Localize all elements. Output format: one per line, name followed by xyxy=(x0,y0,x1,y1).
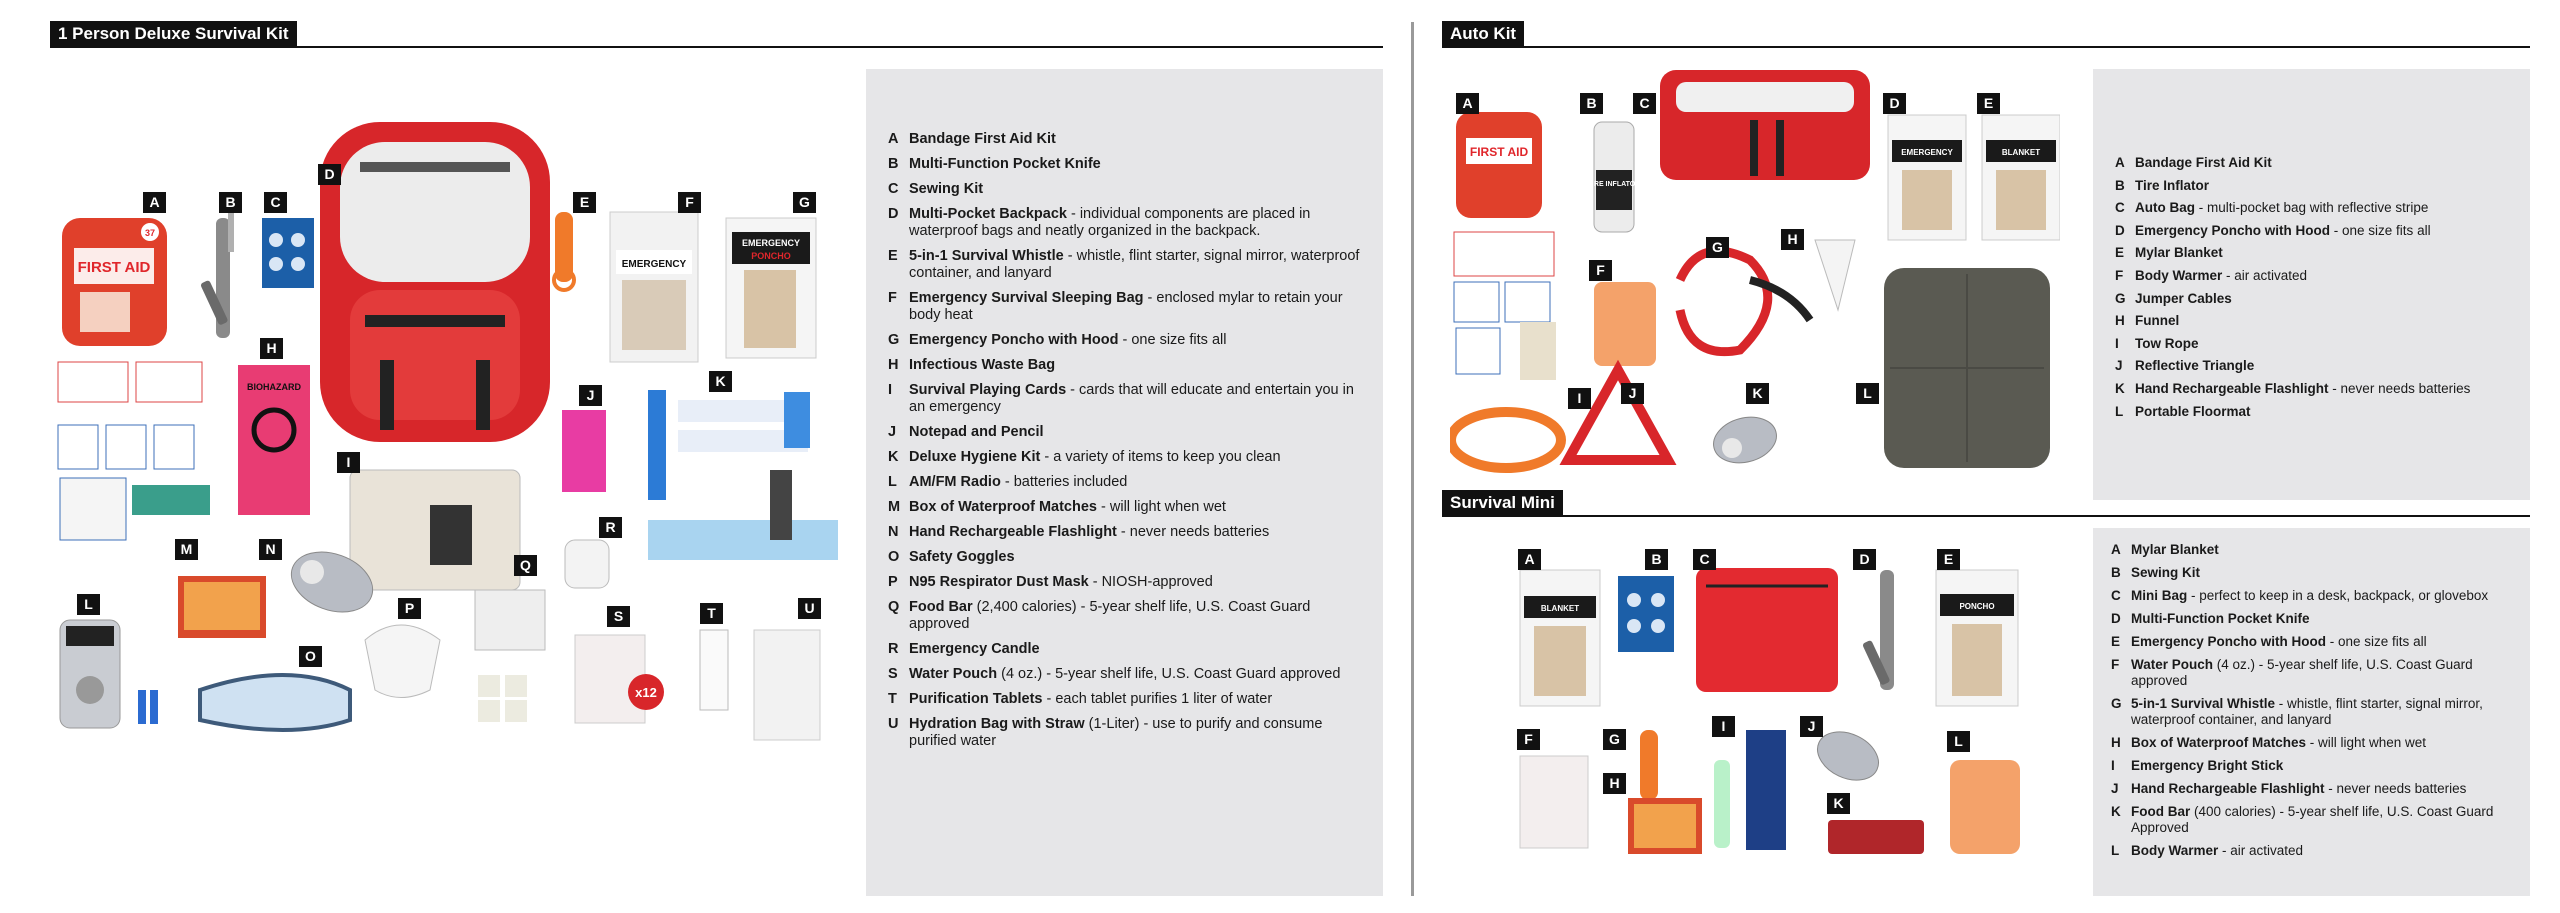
list-item: I Emergency Bright Stick xyxy=(2111,758,2284,773)
svg-text:TIRE INFLATOR: TIRE INFLATOR xyxy=(1587,181,1641,188)
auto-label-f: F xyxy=(1589,260,1612,281)
hygiene-kit-image xyxy=(648,390,838,560)
bandages-image xyxy=(58,362,210,540)
list-item: R Emergency Candle xyxy=(888,641,1040,657)
list-item: K Food Bar (400 calories) - 5-year shelf life, U.S. Coast Guard Approved xyxy=(2111,804,2494,835)
deluxe-label-k: K xyxy=(709,371,732,392)
list-item: D Multi-Function Pocket Knife xyxy=(2111,611,2310,626)
list-item: N Hand Rechargeable Flashlight - never needs batteries xyxy=(888,524,1270,540)
matches-image xyxy=(178,576,266,638)
bright-stick-image xyxy=(1714,760,1730,848)
poncho-image xyxy=(726,218,816,358)
food-bar-image xyxy=(475,590,545,722)
list-item: G Emergency Poncho with Hood - one size fits all xyxy=(888,332,1227,348)
list-item: E Mylar Blanket xyxy=(2115,245,2223,261)
deluxe-label-l: L xyxy=(77,594,100,615)
auto-label-k: K xyxy=(1746,383,1769,404)
mini-label-j: J xyxy=(1800,716,1823,737)
list-item: L Body Warmer - air activated xyxy=(2111,843,2304,858)
list-item: O Safety Goggles xyxy=(888,549,1015,565)
mylar-blanket-image xyxy=(1520,570,1600,706)
auto-label-e: E xyxy=(1977,93,2000,114)
list-item: E Emergency Poncho with Hood - one size fits all xyxy=(2111,634,2427,649)
svg-text:EMERGENCY: EMERGENCY xyxy=(741,238,801,248)
list-item: M Box of Waterproof Matches - will light when wet xyxy=(888,499,1226,515)
first-aid-kit-image xyxy=(1456,112,1542,218)
water-pouch-image xyxy=(575,635,664,723)
deluxe-label-a: A xyxy=(143,192,166,213)
list-item: C Mini Bag - perfect to keep in a desk, backpack, or glovebox xyxy=(2111,588,2489,603)
svg-text:EMERGENCY: EMERGENCY xyxy=(1901,148,1953,157)
deluxe-label-j: J xyxy=(579,385,602,406)
pocket-knife-image xyxy=(1862,570,1894,690)
whistle-image xyxy=(1640,730,1658,800)
list-item: B Sewing Kit xyxy=(2111,565,2201,580)
deluxe-label-n: N xyxy=(259,539,282,560)
deluxe-items-panel xyxy=(866,69,1383,896)
deluxe-label-r: R xyxy=(599,517,622,538)
list-item: K Deluxe Hygiene Kit - a variety of items to keep you clean xyxy=(888,449,1281,465)
auto-bag-image xyxy=(1660,70,1870,180)
list-item: K Hand Rechargeable Flashlight - never needs batteries xyxy=(2115,380,2471,396)
list-item: I Survival Playing Cards - cards that will educate and entertain you in an emergency xyxy=(888,382,1354,415)
hydration-bag-image xyxy=(754,630,820,740)
deluxe-label-h: H xyxy=(260,338,283,359)
list-item: H Box of Waterproof Matches - will light when wet xyxy=(2111,735,2427,750)
auto-kit-illustration xyxy=(1450,60,2060,490)
list-item: A Bandage First Aid Kit xyxy=(2115,155,2272,170)
list-item: C Sewing Kit xyxy=(888,181,984,197)
column-divider xyxy=(1411,22,1414,896)
auto-items-panel xyxy=(2093,69,2530,500)
svg-text:BIOHAZARD: BIOHAZARD xyxy=(247,382,301,392)
deluxe-label-m: M xyxy=(175,539,198,560)
list-item: G Jumper Cables xyxy=(2115,290,2232,306)
deluxe-label-u: U xyxy=(798,598,821,619)
list-item: G 5-in-1 Survival Whistle - whistle, flint starter, signal mirror, waterproof container, and lanyard xyxy=(2111,696,2483,727)
floormat-image xyxy=(1884,268,2050,468)
mini-bag-image xyxy=(1696,568,1838,692)
bandages-image xyxy=(1454,232,1556,380)
list-item: F Water Pouch (4 oz.) - 5-year shelf life, U.S. Coast Guard approved xyxy=(2111,657,2473,688)
list-item: L AM/FM Radio - batteries included xyxy=(888,474,1128,490)
list-item: A Bandage First Aid Kit xyxy=(888,131,1056,147)
list-item: B Multi-Function Pocket Knife xyxy=(888,156,1101,172)
first-aid-kit-image xyxy=(62,218,167,346)
deluxe-label-e: E xyxy=(573,192,596,213)
deluxe-kit-photo xyxy=(50,100,840,760)
deluxe-label-t: T xyxy=(700,603,723,624)
radio-image xyxy=(60,620,158,728)
auto-label-h: H xyxy=(1781,229,1804,250)
title-rule-auto xyxy=(1442,46,2530,48)
list-item: T Purification Tablets - each tablet purifies 1 liter of water xyxy=(888,691,1273,707)
deluxe-items-list xyxy=(888,131,1361,750)
matches-image xyxy=(1628,798,1702,854)
jumper-cables-image xyxy=(1680,251,1810,352)
deluxe-label-b: B xyxy=(219,192,242,213)
mini-label-k: K xyxy=(1827,793,1850,814)
deluxe-label-p: P xyxy=(398,598,421,619)
mini-label-f: F xyxy=(1517,729,1540,750)
sewing-kit-image xyxy=(1618,576,1674,652)
deluxe-label-c: C xyxy=(264,192,287,213)
mini-label-g: G xyxy=(1603,729,1626,750)
candle-image xyxy=(565,540,609,588)
pocket-knife-image xyxy=(200,212,234,338)
notepad-image xyxy=(562,410,606,492)
playing-cards-image xyxy=(350,470,520,590)
deluxe-label-i: I xyxy=(337,452,360,473)
title-rule-mini xyxy=(1442,515,2530,517)
auto-label-c: C xyxy=(1633,93,1656,114)
list-item: C Auto Bag - multi-pocket bag with reflective stripe xyxy=(2115,200,2429,216)
purification-tablets-image xyxy=(700,630,728,710)
list-item: H Funnel xyxy=(2115,313,2180,329)
funnel-image xyxy=(1815,240,1855,310)
svg-text:EMERGENCY: EMERGENCY xyxy=(621,259,687,270)
poncho-image xyxy=(1888,115,1966,240)
mini-label-d: D xyxy=(1853,549,1876,570)
biohazard-bag-image xyxy=(238,365,310,515)
svg-text:FIRST AID: FIRST AID xyxy=(77,259,151,276)
poncho-image xyxy=(1936,570,2018,706)
svg-text:BLANKET: BLANKET xyxy=(1540,604,1580,613)
auto-kit-photo xyxy=(1450,60,2060,490)
mini-kit-illustration xyxy=(1500,540,2050,870)
backpack-image xyxy=(320,122,550,442)
sewing-kit-image xyxy=(262,218,314,288)
auto-label-a: A xyxy=(1456,93,1479,114)
section-title-mini: Survival Mini xyxy=(1442,490,1563,516)
list-item: J Hand Rechargeable Flashlight - never needs batteries xyxy=(2111,781,2467,796)
body-warmer-image xyxy=(1950,760,2020,854)
list-item: D Multi-Pocket Backpack - individual components are placed in waterproof bags and neatly organized in the backpack. xyxy=(888,206,1311,239)
list-item: B Tire Inflator xyxy=(2115,177,2210,193)
auto-label-j: J xyxy=(1621,383,1644,404)
auto-label-l: L xyxy=(1856,383,1879,404)
list-item: S Water Pouch (4 oz.) - 5-year shelf life, U.S. Coast Guard approved xyxy=(888,666,1341,682)
list-item: F Body Warmer - air activated xyxy=(2115,267,2308,283)
list-item: I Tow Rope xyxy=(2115,335,2199,351)
deluxe-label-s: S xyxy=(607,606,630,627)
auto-label-b: B xyxy=(1580,93,1603,114)
deluxe-label-q: Q xyxy=(514,555,537,576)
mini-label-a: A xyxy=(1518,549,1541,570)
title-rule-deluxe xyxy=(50,46,1383,48)
deluxe-label-g: G xyxy=(793,192,816,213)
tire-inflator-image xyxy=(1588,122,1641,232)
section-title-deluxe: 1 Person Deluxe Survival Kit xyxy=(50,21,297,47)
list-item: U Hydration Bag with Straw (1-Liter) - use to purify and consume purified water xyxy=(888,716,1323,749)
goggles-image xyxy=(200,675,350,730)
mini-label-i: I xyxy=(1712,716,1735,737)
deluxe-label-o: O xyxy=(299,646,322,667)
svg-text:x12: x12 xyxy=(635,685,657,700)
auto-label-i: I xyxy=(1568,388,1591,409)
list-item: L Portable Floormat xyxy=(2115,403,2251,419)
mini-items-panel xyxy=(2093,528,2530,896)
list-item: H Infectious Waste Bag xyxy=(888,357,1056,373)
body-warmer-image xyxy=(1594,282,1656,366)
list-item: F Emergency Survival Sleeping Bag - enclosed mylar to retain your body heat xyxy=(888,290,1343,323)
food-bar-image xyxy=(1828,820,1924,854)
svg-text:37: 37 xyxy=(144,228,156,238)
mylar-blanket-image xyxy=(1982,115,2060,240)
list-item: P N95 Respirator Dust Mask - NIOSH-approved xyxy=(888,574,1213,590)
deluxe-kit-illustration xyxy=(50,100,840,760)
list-item: A Mylar Blanket xyxy=(2111,542,2219,557)
list-item: D Emergency Poncho with Hood - one size fits all xyxy=(2115,222,2431,238)
svg-text:PONCHO: PONCHO xyxy=(1959,602,1995,611)
mini-items-list xyxy=(2111,542,2520,859)
deluxe-label-f: F xyxy=(678,192,701,213)
flashlight-image xyxy=(1708,410,1781,469)
survival-whistle-image xyxy=(554,212,574,290)
mini-label-h: H xyxy=(1603,773,1626,794)
svg-text:BLANKET: BLANKET xyxy=(2001,148,2041,157)
svg-text:FIRST AID: FIRST AID xyxy=(1469,145,1529,159)
deluxe-label-d: D xyxy=(318,164,341,185)
auto-label-d: D xyxy=(1883,93,1906,114)
list-item: Q Food Bar (2,400 calories) - 5-year shelf life, U.S. Coast Guard approved xyxy=(888,599,1311,632)
mini-label-l: L xyxy=(1947,731,1970,752)
list-item: J Notepad and Pencil xyxy=(888,424,1044,440)
auto-label-g: G xyxy=(1706,237,1729,258)
mini-label-e: E xyxy=(1937,549,1960,570)
section-title-auto: Auto Kit xyxy=(1442,21,1524,47)
mini-label-b: B xyxy=(1645,549,1668,570)
svg-text:PONCHO: PONCHO xyxy=(751,251,791,261)
food-bar-wrapper-image xyxy=(1746,730,1786,850)
sleeping-bag-image xyxy=(610,212,698,362)
auto-items-list xyxy=(2115,155,2518,420)
tow-rope-image xyxy=(1451,412,1561,468)
reflective-triangle-image xyxy=(1568,370,1668,460)
mini-label-c: C xyxy=(1693,549,1716,570)
mini-kit-photo xyxy=(1500,540,2050,870)
dust-mask-image xyxy=(365,625,440,698)
list-item: J Reflective Triangle xyxy=(2115,358,2255,374)
list-item: E 5-in-1 Survival Whistle - whistle, flint starter, signal mirror, waterproof container, and lanyard xyxy=(888,248,1360,281)
water-pouch-image xyxy=(1520,756,1588,848)
